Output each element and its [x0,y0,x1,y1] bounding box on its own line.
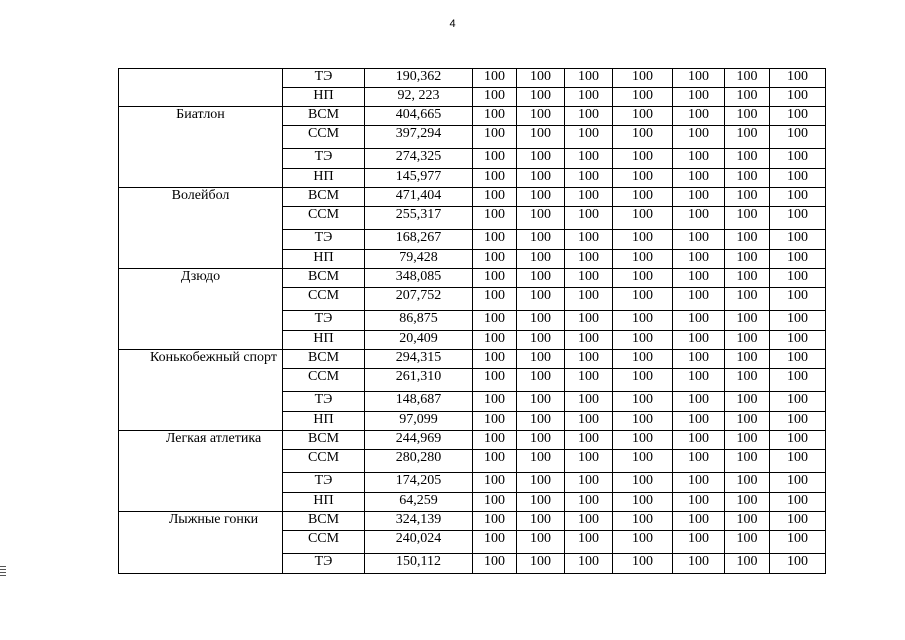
percent-cell: 100 [565,188,613,207]
percent-cell: 100 [725,188,770,207]
percent-cell: 100 [517,473,565,493]
amount-cell: 79,428 [365,250,473,269]
percent-cell: 100 [565,554,613,574]
percent-cell: 100 [613,450,673,473]
percent-cell: 100 [770,493,826,512]
percent-cell: 100 [770,431,826,450]
percent-cell: 100 [673,554,725,574]
amount-cell: 145,977 [365,169,473,188]
table-row [119,69,826,88]
percent-cell: 100 [613,473,673,493]
percent-cell: 100 [770,369,826,392]
percent-cell: 100 [725,350,770,369]
percent-cell: 100 [565,88,613,107]
percent-cell: 100 [613,250,673,269]
percent-cell: 100 [770,412,826,431]
level-cell: ВСМ [283,269,365,288]
table-row [119,350,826,369]
percent-cell: 100 [517,149,565,169]
percent-cell: 100 [770,392,826,412]
percent-cell: 100 [565,473,613,493]
percent-cell: 100 [565,69,613,88]
amount-cell: 294,315 [365,350,473,369]
amount-cell: 261,310 [365,369,473,392]
amount-cell: 240,024 [365,531,473,554]
level-cell: ССМ [283,450,365,473]
percent-cell: 100 [725,311,770,331]
percent-cell: 100 [770,269,826,288]
percent-cell: 100 [613,149,673,169]
percent-cell: 100 [725,149,770,169]
percent-cell: 100 [673,169,725,188]
percent-cell: 100 [725,269,770,288]
percent-cell: 100 [770,473,826,493]
percent-cell: 100 [517,311,565,331]
percent-cell: 100 [517,412,565,431]
percent-cell: 100 [673,512,725,531]
percent-cell: 100 [673,311,725,331]
percent-cell: 100 [473,311,517,331]
percent-cell: 100 [770,350,826,369]
percent-cell: 100 [473,392,517,412]
percent-cell: 100 [613,311,673,331]
percent-cell: 100 [673,473,725,493]
percent-cell: 100 [565,288,613,311]
percent-cell: 100 [565,369,613,392]
percent-cell: 100 [725,69,770,88]
percent-cell: 100 [517,331,565,350]
percent-cell: 100 [473,554,517,574]
level-cell: ТЭ [283,392,365,412]
percent-cell: 100 [613,188,673,207]
percent-cell: 100 [473,149,517,169]
level-cell: ТЭ [283,554,365,574]
percent-cell: 100 [770,250,826,269]
percent-cell: 100 [517,269,565,288]
percent-cell: 100 [565,126,613,149]
percent-cell: 100 [517,350,565,369]
percent-cell: 100 [517,69,565,88]
percent-cell: 100 [725,169,770,188]
amount-cell: 348,085 [365,269,473,288]
table-row [119,107,826,126]
percent-cell: 100 [613,230,673,250]
percent-cell: 100 [673,269,725,288]
percent-cell: 100 [770,88,826,107]
percent-cell: 100 [770,69,826,88]
percent-cell: 100 [725,107,770,126]
table-row [119,431,826,450]
level-cell: НП [283,331,365,350]
percent-cell: 100 [565,512,613,531]
percent-cell: 100 [473,126,517,149]
percent-cell: 100 [517,169,565,188]
amount-cell: 397,294 [365,126,473,149]
level-cell: ВСМ [283,512,365,531]
margin-mark [0,566,6,578]
percent-cell: 100 [517,531,565,554]
percent-cell: 100 [770,531,826,554]
percent-cell: 100 [673,531,725,554]
percent-cell: 100 [473,88,517,107]
percent-cell: 100 [673,350,725,369]
percent-cell: 100 [770,126,826,149]
level-cell: ТЭ [283,149,365,169]
percent-cell: 100 [565,412,613,431]
percent-cell: 100 [613,269,673,288]
percent-cell: 100 [725,126,770,149]
percent-cell: 100 [473,69,517,88]
percent-cell: 100 [673,369,725,392]
amount-cell: 404,665 [365,107,473,126]
percent-cell: 100 [565,331,613,350]
percent-cell: 100 [770,554,826,574]
percent-cell: 100 [565,493,613,512]
amount-cell: 20,409 [365,331,473,350]
percent-cell: 100 [613,107,673,126]
percent-cell: 100 [613,88,673,107]
percent-cell: 100 [565,450,613,473]
amount-cell: 150,112 [365,554,473,574]
funding-table [118,68,826,574]
percent-cell: 100 [473,107,517,126]
sport-name-cell: Конькобежный спорт [119,350,283,431]
percent-cell: 100 [725,412,770,431]
level-cell: ВСМ [283,350,365,369]
percent-cell: 100 [565,350,613,369]
percent-cell: 100 [770,188,826,207]
percent-cell: 100 [770,331,826,350]
percent-cell: 100 [473,207,517,230]
level-cell: ТЭ [283,230,365,250]
percent-cell: 100 [565,250,613,269]
amount-cell: 92, 223 [365,88,473,107]
level-cell: ССМ [283,207,365,230]
level-cell: НП [283,88,365,107]
percent-cell: 100 [517,107,565,126]
percent-cell: 100 [473,531,517,554]
percent-cell: 100 [613,392,673,412]
percent-cell: 100 [673,188,725,207]
sport-name-cell: Волейбол [119,188,283,269]
percent-cell: 100 [565,107,613,126]
percent-cell: 100 [473,450,517,473]
percent-cell: 100 [725,392,770,412]
percent-cell: 100 [613,531,673,554]
percent-cell: 100 [725,473,770,493]
percent-cell: 100 [725,369,770,392]
percent-cell: 100 [613,350,673,369]
table-row [119,512,826,531]
sport-name-cell: Лыжные гонки [119,512,283,574]
percent-cell: 100 [517,250,565,269]
percent-cell: 100 [673,250,725,269]
percent-cell: 100 [517,431,565,450]
level-cell: ТЭ [283,473,365,493]
percent-cell: 100 [725,250,770,269]
percent-cell: 100 [565,269,613,288]
percent-cell: 100 [565,207,613,230]
percent-cell: 100 [613,493,673,512]
percent-cell: 100 [613,554,673,574]
percent-cell: 100 [673,69,725,88]
percent-cell: 100 [673,230,725,250]
percent-cell: 100 [517,288,565,311]
percent-cell: 100 [473,493,517,512]
percent-cell: 100 [673,493,725,512]
table-row [119,269,826,288]
percent-cell: 100 [565,392,613,412]
sport-name-cell: Дзюдо [119,269,283,350]
percent-cell: 100 [517,230,565,250]
percent-cell: 100 [673,331,725,350]
percent-cell: 100 [725,230,770,250]
percent-cell: 100 [725,512,770,531]
percent-cell: 100 [473,473,517,493]
percent-cell: 100 [517,188,565,207]
percent-cell: 100 [473,350,517,369]
percent-cell: 100 [517,207,565,230]
percent-cell: 100 [673,412,725,431]
percent-cell: 100 [473,331,517,350]
percent-cell: 100 [473,412,517,431]
percent-cell: 100 [673,88,725,107]
percent-cell: 100 [473,512,517,531]
level-cell: ВСМ [283,431,365,450]
amount-cell: 168,267 [365,230,473,250]
percent-cell: 100 [613,69,673,88]
percent-cell: 100 [613,331,673,350]
percent-cell: 100 [565,149,613,169]
percent-cell: 100 [565,431,613,450]
level-cell: ТЭ [283,311,365,331]
percent-cell: 100 [565,169,613,188]
percent-cell: 100 [770,512,826,531]
percent-cell: 100 [517,88,565,107]
percent-cell: 100 [725,288,770,311]
level-cell: НП [283,250,365,269]
percent-cell: 100 [565,311,613,331]
percent-cell: 100 [517,493,565,512]
amount-cell: 86,875 [365,311,473,331]
amount-cell: 190,362 [365,69,473,88]
percent-cell: 100 [565,230,613,250]
amount-cell: 174,205 [365,473,473,493]
level-cell: ССМ [283,531,365,554]
percent-cell: 100 [725,207,770,230]
percent-cell: 100 [473,288,517,311]
percent-cell: 100 [770,311,826,331]
sport-name-cell [119,69,283,107]
percent-cell: 100 [613,126,673,149]
percent-cell: 100 [725,450,770,473]
percent-cell: 100 [473,269,517,288]
percent-cell: 100 [673,288,725,311]
amount-cell: 207,752 [365,288,473,311]
amount-cell: 274,325 [365,149,473,169]
amount-cell: 324,139 [365,512,473,531]
percent-cell: 100 [565,531,613,554]
amount-cell: 280,280 [365,450,473,473]
amount-cell: 255,317 [365,207,473,230]
percent-cell: 100 [770,230,826,250]
level-cell: ССМ [283,126,365,149]
page-number: 4 [449,18,456,30]
percent-cell: 100 [473,431,517,450]
percent-cell: 100 [613,512,673,531]
percent-cell: 100 [613,412,673,431]
percent-cell: 100 [517,126,565,149]
percent-cell: 100 [770,207,826,230]
percent-cell: 100 [725,331,770,350]
percent-cell: 100 [770,288,826,311]
percent-cell: 100 [725,493,770,512]
level-cell: ВСМ [283,188,365,207]
percent-cell: 100 [770,169,826,188]
level-cell: ТЭ [283,69,365,88]
percent-cell: 100 [673,126,725,149]
percent-cell: 100 [613,288,673,311]
percent-cell: 100 [613,431,673,450]
percent-cell: 100 [517,554,565,574]
percent-cell: 100 [473,369,517,392]
percent-cell: 100 [673,392,725,412]
table-row [119,188,826,207]
percent-cell: 100 [517,369,565,392]
percent-cell: 100 [473,230,517,250]
percent-cell: 100 [770,450,826,473]
percent-cell: 100 [673,207,725,230]
percent-cell: 100 [725,531,770,554]
percent-cell: 100 [613,369,673,392]
percent-cell: 100 [725,554,770,574]
amount-cell: 471,404 [365,188,473,207]
percent-cell: 100 [673,149,725,169]
amount-cell: 64,259 [365,493,473,512]
percent-cell: 100 [770,107,826,126]
amount-cell: 148,687 [365,392,473,412]
percent-cell: 100 [517,450,565,473]
level-cell: ВСМ [283,107,365,126]
level-cell: НП [283,493,365,512]
percent-cell: 100 [725,88,770,107]
percent-cell: 100 [725,431,770,450]
level-cell: НП [283,169,365,188]
percent-cell: 100 [673,107,725,126]
percent-cell: 100 [517,392,565,412]
percent-cell: 100 [613,169,673,188]
percent-cell: 100 [517,512,565,531]
percent-cell: 100 [473,250,517,269]
amount-cell: 244,969 [365,431,473,450]
level-cell: ССМ [283,288,365,311]
level-cell: НП [283,412,365,431]
percent-cell: 100 [473,188,517,207]
percent-cell: 100 [473,169,517,188]
table-body [119,69,826,574]
percent-cell: 100 [673,431,725,450]
percent-cell: 100 [673,450,725,473]
percent-cell: 100 [770,149,826,169]
amount-cell: 97,099 [365,412,473,431]
sport-name-cell: Легкая атлетика [119,431,283,512]
percent-cell: 100 [613,207,673,230]
level-cell: ССМ [283,369,365,392]
sport-name-cell: Биатлон [119,107,283,188]
